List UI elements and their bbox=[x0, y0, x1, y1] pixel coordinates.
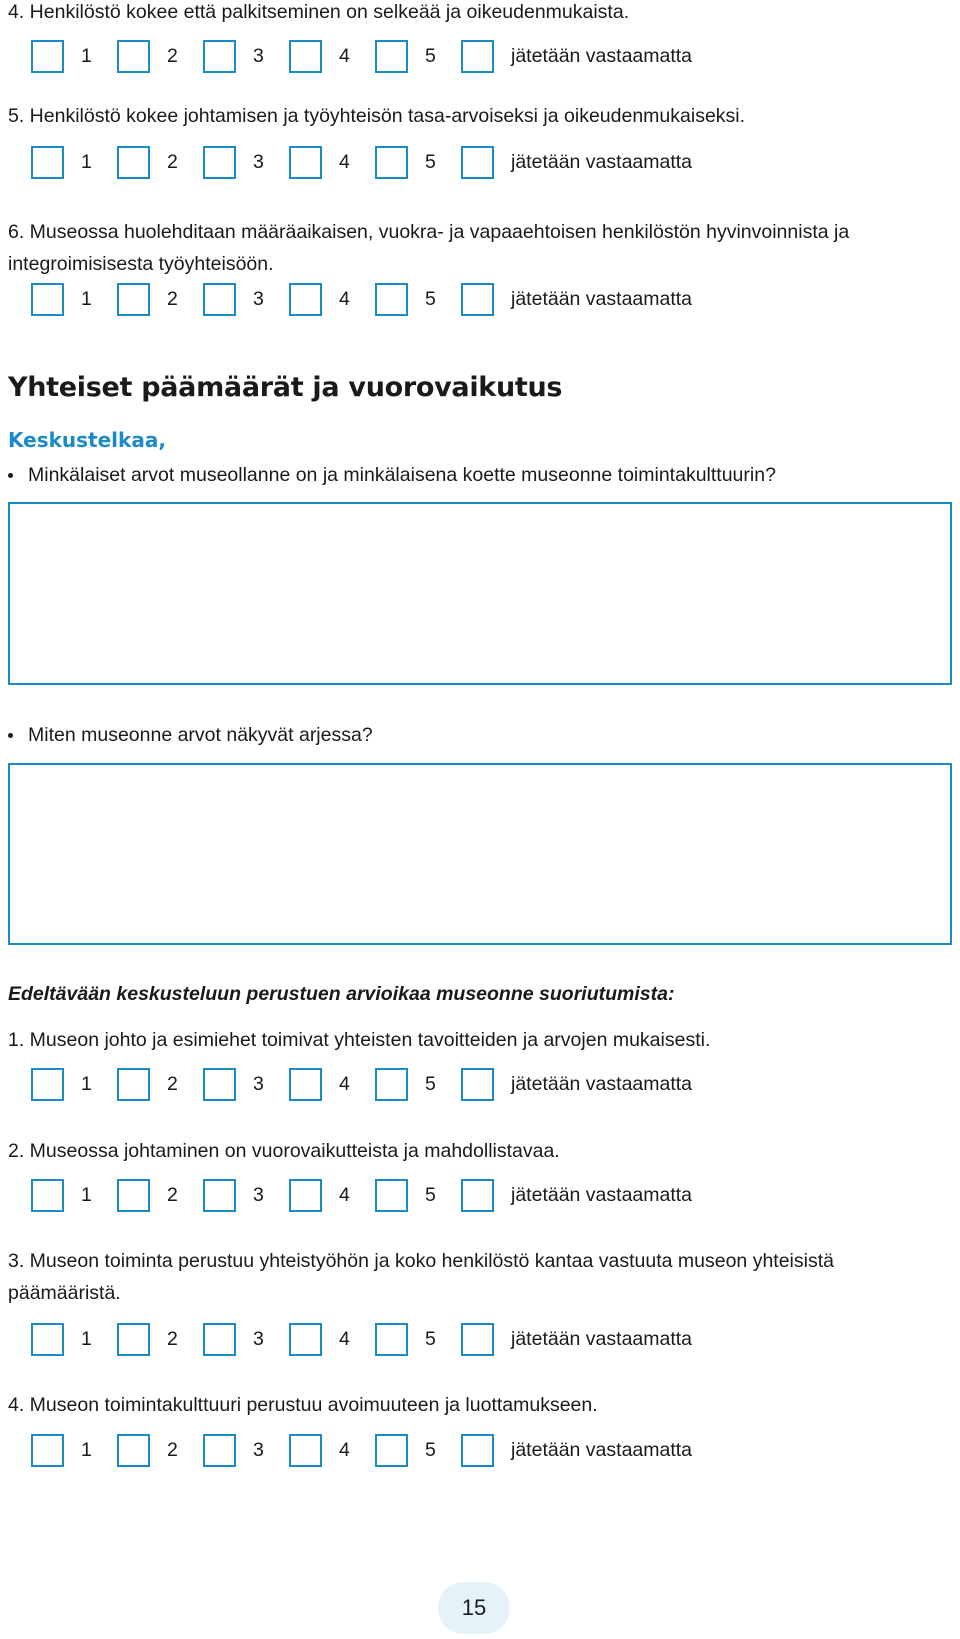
option-label: 4 bbox=[339, 1072, 350, 1095]
rating-option-5[interactable] bbox=[375, 40, 441, 73]
bullet-icon bbox=[8, 473, 13, 478]
checkbox[interactable] bbox=[31, 283, 64, 316]
option-label: 5 bbox=[425, 1072, 436, 1095]
rating-option-4[interactable] bbox=[289, 1068, 355, 1101]
checkbox[interactable] bbox=[375, 40, 408, 73]
checkbox[interactable] bbox=[203, 1068, 236, 1101]
rating-option-5[interactable] bbox=[375, 1179, 441, 1212]
section-title: Yhteiset päämäärät ja vuorovaikutus bbox=[8, 372, 563, 403]
checkbox[interactable] bbox=[375, 1068, 408, 1101]
checkbox[interactable] bbox=[31, 1068, 64, 1101]
option-label: 4 bbox=[339, 287, 350, 310]
rating-option-4[interactable] bbox=[289, 1434, 355, 1467]
rating-option-skip[interactable] bbox=[461, 1068, 692, 1101]
rating-option-1[interactable] bbox=[31, 283, 97, 316]
checkbox[interactable] bbox=[203, 1434, 236, 1467]
checkbox[interactable] bbox=[117, 1434, 150, 1467]
rating-option-5[interactable] bbox=[375, 146, 441, 179]
checkbox[interactable] bbox=[31, 1434, 64, 1467]
option-label: 1 bbox=[81, 1183, 92, 1206]
skip-label: jätetään vastaamatta bbox=[511, 44, 693, 67]
option-label: 2 bbox=[167, 1327, 178, 1350]
answer-box[interactable] bbox=[8, 502, 952, 685]
checkbox[interactable] bbox=[117, 40, 150, 73]
rating-scale bbox=[31, 1432, 712, 1468]
checkbox[interactable] bbox=[203, 146, 236, 179]
option-label: 5 bbox=[425, 1438, 436, 1461]
option-label: 5 bbox=[425, 150, 436, 173]
rating-option-3[interactable] bbox=[203, 1068, 269, 1101]
rating-option-2[interactable] bbox=[117, 1179, 183, 1212]
skip-label: jätetään vastaamatta bbox=[511, 1183, 693, 1206]
checkbox[interactable] bbox=[117, 1323, 150, 1356]
rating-option-4[interactable] bbox=[289, 40, 355, 73]
checkbox[interactable] bbox=[289, 146, 322, 179]
checkbox[interactable] bbox=[117, 146, 150, 179]
rating-option-3[interactable] bbox=[203, 146, 269, 179]
checkbox[interactable] bbox=[461, 40, 494, 73]
checkbox[interactable] bbox=[461, 1068, 494, 1101]
rating-option-skip[interactable] bbox=[461, 1179, 692, 1212]
checkbox[interactable] bbox=[31, 40, 64, 73]
rating-option-skip[interactable] bbox=[461, 40, 692, 73]
option-label: 1 bbox=[81, 1438, 92, 1461]
checkbox[interactable] bbox=[203, 40, 236, 73]
option-label: 5 bbox=[425, 1327, 436, 1350]
option-label: 1 bbox=[81, 44, 92, 67]
rating-option-1[interactable] bbox=[31, 1323, 97, 1356]
option-label: 5 bbox=[425, 44, 436, 67]
rating-option-4[interactable] bbox=[289, 1323, 355, 1356]
rating-option-5[interactable] bbox=[375, 1323, 441, 1356]
checkbox[interactable] bbox=[461, 1323, 494, 1356]
rating-option-5[interactable] bbox=[375, 1068, 441, 1101]
option-label: 4 bbox=[339, 1327, 350, 1350]
checkbox[interactable] bbox=[117, 1179, 150, 1212]
skip-label: jätetään vastaamatta bbox=[511, 1327, 693, 1350]
option-label: 2 bbox=[167, 1438, 178, 1461]
option-label: 4 bbox=[339, 44, 350, 67]
bullet-icon bbox=[8, 733, 13, 738]
option-label: 3 bbox=[253, 1438, 264, 1461]
checkbox[interactable] bbox=[31, 146, 64, 179]
rating-option-2[interactable] bbox=[117, 1323, 183, 1356]
rating-option-3[interactable] bbox=[203, 40, 269, 73]
option-label: 3 bbox=[253, 1327, 264, 1350]
rating-option-1[interactable] bbox=[31, 146, 97, 179]
checkbox[interactable] bbox=[375, 283, 408, 316]
answer-box[interactable] bbox=[8, 763, 952, 945]
checkbox[interactable] bbox=[461, 1179, 494, 1212]
skip-label: jätetään vastaamatta bbox=[511, 1072, 693, 1095]
question-text: 1. Museon johto ja esimiehet toimivat yhteisten tavoitteiden ja arvojen mukaisesti. bbox=[8, 1029, 711, 1051]
discussion-bullet bbox=[8, 720, 373, 750]
rating-option-3[interactable] bbox=[203, 283, 269, 316]
checkbox[interactable] bbox=[461, 283, 494, 316]
option-label: 1 bbox=[81, 287, 92, 310]
option-label: 2 bbox=[167, 1183, 178, 1206]
checkbox[interactable] bbox=[31, 1179, 64, 1212]
checkbox[interactable] bbox=[289, 1323, 322, 1356]
rating-option-3[interactable] bbox=[203, 1179, 269, 1212]
option-label: 3 bbox=[253, 1072, 264, 1095]
rating-option-5[interactable] bbox=[375, 1434, 441, 1467]
option-label: 2 bbox=[167, 1072, 178, 1095]
option-label: 1 bbox=[81, 1327, 92, 1350]
checkbox[interactable] bbox=[289, 40, 322, 73]
rating-option-3[interactable] bbox=[203, 1434, 269, 1467]
skip-label: jätetään vastaamatta bbox=[511, 287, 693, 310]
rating-option-2[interactable] bbox=[117, 283, 183, 316]
rating-option-5[interactable] bbox=[375, 283, 441, 316]
rating-option-1[interactable] bbox=[31, 1068, 97, 1101]
section-subtitle: Keskustelkaa, bbox=[8, 428, 166, 452]
option-label: 1 bbox=[81, 150, 92, 173]
rating-scale bbox=[31, 38, 712, 74]
question-text: 2. Museossa johtaminen on vuorovaikutteista ja mahdollistavaa. bbox=[8, 1140, 560, 1162]
option-label: 4 bbox=[339, 1183, 350, 1206]
rating-option-1[interactable] bbox=[31, 40, 97, 73]
skip-label: jätetään vastaamatta bbox=[511, 150, 693, 173]
option-label: 1 bbox=[81, 1072, 92, 1095]
rating-option-1[interactable] bbox=[31, 1179, 97, 1212]
checkbox[interactable] bbox=[117, 283, 150, 316]
rating-option-2[interactable] bbox=[117, 146, 183, 179]
option-label: 4 bbox=[339, 1438, 350, 1461]
rating-scale bbox=[31, 1321, 712, 1357]
bullet-text: Minkälaiset arvot museollanne on ja minkälaisena koette museonne toimintakulttuurin? bbox=[28, 464, 776, 486]
rating-option-4[interactable] bbox=[289, 146, 355, 179]
checkbox[interactable] bbox=[375, 146, 408, 179]
skip-label: jätetään vastaamatta bbox=[511, 1438, 693, 1461]
checkbox[interactable] bbox=[31, 1323, 64, 1356]
checkbox[interactable] bbox=[203, 1323, 236, 1356]
rating-option-1[interactable] bbox=[31, 1434, 97, 1467]
question-text: 3. Museon toiminta perustuu yhteistyöhön ja koko henkilöstö kantaa vastuuta museon yhteisistä päämääristä. bbox=[8, 1250, 834, 1304]
rating-option-2[interactable] bbox=[117, 1434, 183, 1467]
rating-option-2[interactable] bbox=[117, 1068, 183, 1101]
checkbox[interactable] bbox=[375, 1179, 408, 1212]
evaluate-heading: Edeltävään keskusteluun perustuen arvioikaa museonne suoriutumista: bbox=[8, 983, 675, 1005]
checkbox[interactable] bbox=[461, 146, 494, 179]
rating-option-4[interactable] bbox=[289, 1179, 355, 1212]
page-number: 15 bbox=[438, 1582, 510, 1634]
checkbox[interactable] bbox=[117, 1068, 150, 1101]
rating-scale bbox=[31, 1177, 712, 1213]
option-label: 3 bbox=[253, 1183, 264, 1206]
option-label: 3 bbox=[253, 44, 264, 67]
option-label: 3 bbox=[253, 150, 264, 173]
checkbox[interactable] bbox=[289, 1068, 322, 1101]
question-text: 4. Henkilöstö kokee että palkitseminen on selkeää ja oikeudenmukaista. bbox=[8, 1, 630, 23]
question-text: 4. Museon toimintakulttuuri perustuu avoimuuteen ja luottamukseen. bbox=[8, 1394, 598, 1416]
checkbox[interactable] bbox=[289, 283, 322, 316]
rating-option-skip[interactable] bbox=[461, 146, 692, 179]
discussion-bullet bbox=[8, 460, 776, 490]
checkbox[interactable] bbox=[289, 1179, 322, 1212]
rating-scale bbox=[31, 281, 712, 317]
checkbox[interactable] bbox=[375, 1323, 408, 1356]
rating-option-skip[interactable] bbox=[461, 1323, 692, 1356]
option-label: 2 bbox=[167, 44, 178, 67]
rating-option-skip[interactable] bbox=[461, 1434, 692, 1467]
checkbox[interactable] bbox=[203, 1179, 236, 1212]
checkbox[interactable] bbox=[461, 1434, 494, 1467]
rating-option-skip[interactable] bbox=[461, 283, 692, 316]
question-text: 6. Museossa huolehditaan määräaikaisen, vuokra- ja vapaaehtoisen henkilöstön hyvinvoinnista ja integroimisisesta työyhteisöön. bbox=[8, 221, 850, 275]
option-label: 4 bbox=[339, 150, 350, 173]
checkbox[interactable] bbox=[289, 1434, 322, 1467]
question-text: 5. Henkilöstö kokee johtamisen ja työyhteisön tasa-arvoiseksi ja oikeudenmukaiseksi. bbox=[8, 105, 746, 127]
rating-scale bbox=[31, 1066, 712, 1102]
checkbox[interactable] bbox=[375, 1434, 408, 1467]
option-label: 3 bbox=[253, 287, 264, 310]
rating-option-4[interactable] bbox=[289, 283, 355, 316]
option-label: 2 bbox=[167, 287, 178, 310]
rating-option-3[interactable] bbox=[203, 1323, 269, 1356]
bullet-text: Miten museonne arvot näkyvät arjessa? bbox=[28, 724, 373, 746]
rating-option-2[interactable] bbox=[117, 40, 183, 73]
option-label: 2 bbox=[167, 150, 178, 173]
option-label: 5 bbox=[425, 287, 436, 310]
option-label: 5 bbox=[425, 1183, 436, 1206]
rating-scale bbox=[31, 144, 712, 180]
checkbox[interactable] bbox=[203, 283, 236, 316]
